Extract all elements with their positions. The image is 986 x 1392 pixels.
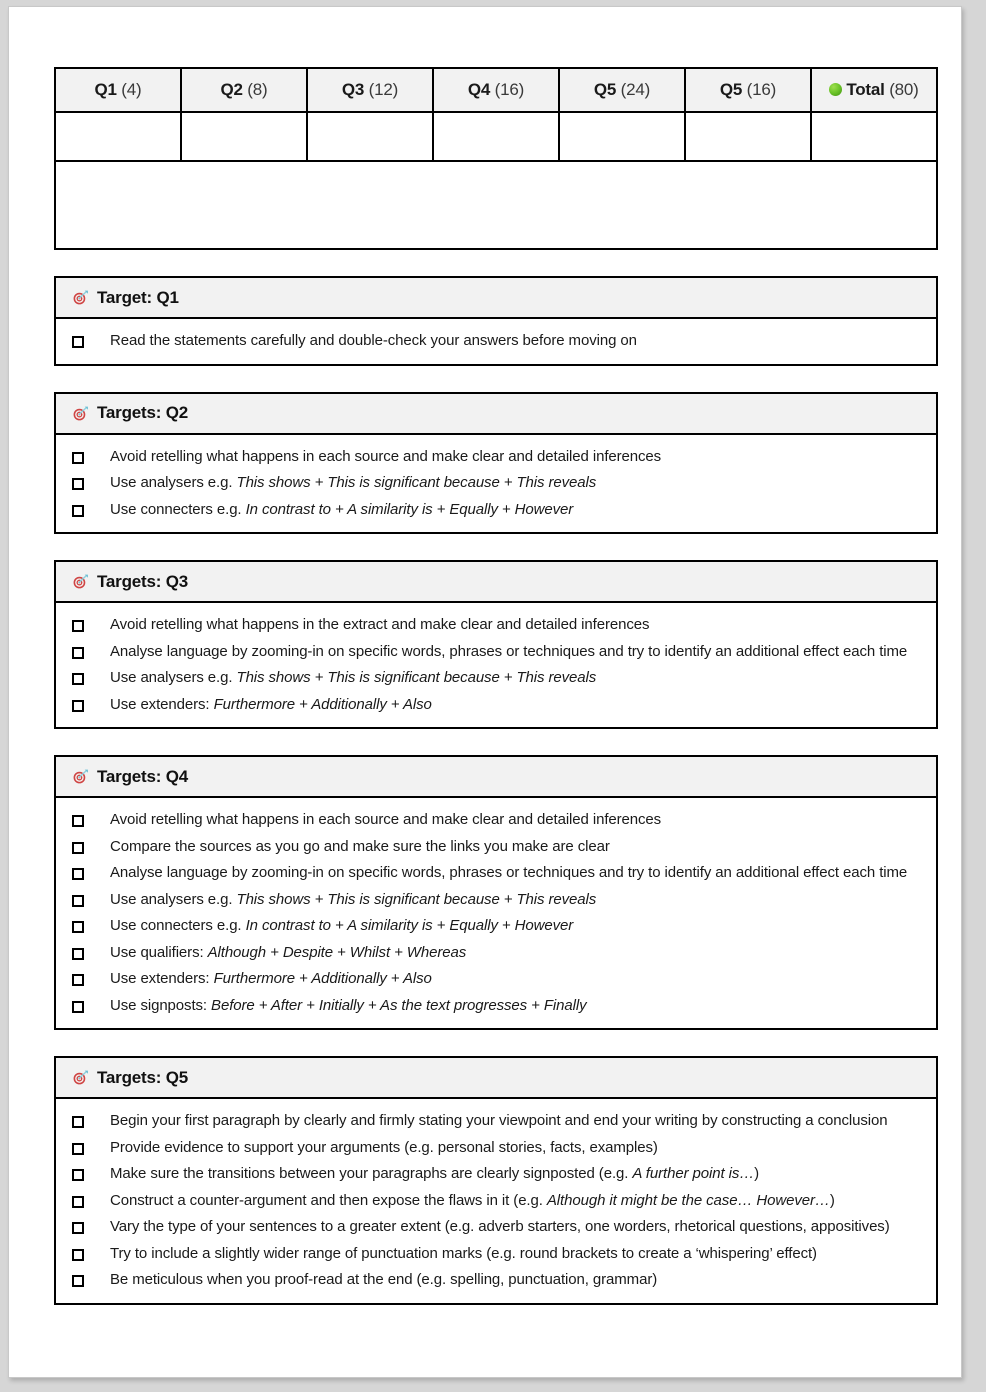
marks-column-max: (16) bbox=[490, 80, 525, 99]
target-checklist-item-label bbox=[110, 1219, 890, 1236]
target-checklist-item[interactable] bbox=[72, 865, 920, 882]
target-section-title: Targets: Q5 bbox=[97, 1067, 189, 1087]
plain-phrase: Use connecters e.g. bbox=[110, 500, 246, 518]
target-checklist-item[interactable] bbox=[72, 812, 920, 829]
target-checklist-item[interactable] bbox=[72, 971, 920, 988]
plain-phrase: Vary the type of your sentences to a greater extent (e.g. adverb starters, one worders, rhetorical questions, appositives) bbox=[110, 1218, 890, 1235]
target-section-3 bbox=[54, 560, 938, 729]
target-section-header-4 bbox=[54, 755, 938, 798]
emphasised-phrase: Although + Despite + Whilst + Whereas bbox=[207, 943, 467, 961]
marks-column-header-q5-4 bbox=[559, 68, 685, 112]
target-section-body-4 bbox=[54, 798, 938, 1030]
target-checklist-item-label bbox=[110, 670, 596, 687]
checkbox-icon[interactable] bbox=[72, 1169, 84, 1181]
target-checklist-item[interactable] bbox=[72, 839, 920, 856]
target-checklist-item[interactable] bbox=[72, 670, 920, 687]
marks-entry-cell-q3-2[interactable] bbox=[307, 112, 433, 161]
marks-entry-cell-total-6[interactable] bbox=[811, 112, 937, 161]
checkbox-icon[interactable] bbox=[72, 1116, 84, 1128]
target-checklist-item-label bbox=[110, 449, 661, 466]
marks-column-header-q3-2 bbox=[307, 68, 433, 112]
marks-column-header-q2-1 bbox=[181, 68, 307, 112]
marks-column-header-total-6 bbox=[811, 68, 937, 112]
plain-phrase: Analyse language by zooming-in on specific words, phrases or techniques and try to identify an additional effect each time bbox=[110, 864, 908, 881]
checkbox-icon[interactable] bbox=[72, 974, 84, 986]
target-section-header-3 bbox=[54, 560, 938, 603]
target-sections bbox=[54, 276, 938, 1305]
marks-column-label: Q5 bbox=[593, 80, 617, 99]
checkbox-icon[interactable] bbox=[72, 1249, 84, 1261]
target-section-title: Targets: Q4 bbox=[97, 766, 189, 786]
marks-column-max: (8) bbox=[242, 80, 268, 99]
target-checklist-item[interactable] bbox=[72, 475, 920, 492]
plain-phrase: Construct a counter-argument and then expose the flaws in it (e.g. bbox=[110, 1191, 547, 1209]
target-checklist-item-label bbox=[110, 697, 432, 714]
plain-phrase: Use analysers e.g. bbox=[110, 890, 237, 908]
plain-phrase: ) bbox=[754, 1165, 760, 1182]
marks-table-entry-row bbox=[55, 112, 937, 161]
checkbox-icon[interactable] bbox=[72, 948, 84, 960]
checkbox-icon[interactable] bbox=[72, 1001, 84, 1013]
target-checklist-item[interactable] bbox=[72, 945, 920, 962]
marks-column-max: (24) bbox=[616, 80, 651, 99]
plain-phrase: Provide evidence to support your arguments (e.g. personal stories, facts, examples) bbox=[110, 1138, 658, 1156]
marks-column-header-q4-3 bbox=[433, 68, 559, 112]
plain-phrase: Try to include a slightly wider range of punctuation marks (e.g. round brackets to create a ‘whispering’ effect) bbox=[110, 1244, 817, 1262]
emphasised-phrase: This shows + This is significant because + This reveals bbox=[236, 669, 597, 686]
marks-column-header-q5-5 bbox=[685, 68, 811, 112]
checkbox-icon[interactable] bbox=[72, 673, 84, 685]
target-checklist-item-label bbox=[110, 812, 661, 829]
target-checklist-item-label bbox=[110, 945, 466, 962]
emphasised-phrase: Furthermore + Additionally + Also bbox=[213, 695, 432, 713]
marks-table bbox=[54, 67, 938, 162]
target-section-body-1 bbox=[54, 319, 938, 366]
checkbox-icon[interactable] bbox=[72, 647, 84, 659]
dart-target-icon bbox=[72, 768, 89, 785]
target-checklist-item-label bbox=[110, 502, 573, 519]
marks-entry-cell-q5-5[interactable] bbox=[685, 112, 811, 161]
target-checklist-item[interactable] bbox=[72, 998, 920, 1015]
plain-phrase: Use extenders: bbox=[110, 970, 214, 987]
target-checklist-item[interactable] bbox=[72, 1272, 920, 1289]
target-section-header-1 bbox=[54, 276, 938, 319]
target-checklist-item-label bbox=[110, 839, 610, 856]
target-checklist-item-label bbox=[110, 475, 596, 492]
plain-phrase: Use analysers e.g. bbox=[110, 474, 237, 491]
checkbox-icon[interactable] bbox=[72, 452, 84, 464]
marks-column-label: Q5 bbox=[719, 80, 743, 99]
marks-column-max: (12) bbox=[364, 80, 399, 99]
marks-column-label: Q2 bbox=[220, 80, 243, 99]
plain-phrase: Use qualifiers: bbox=[110, 943, 208, 961]
plain-phrase: Read the statements carefully and double-check your answers before moving on bbox=[110, 332, 637, 349]
target-checklist-item[interactable] bbox=[72, 449, 920, 466]
target-section-title: Target: Q1 bbox=[97, 287, 179, 307]
emphasised-phrase: Before + After + Initially + As the text progresses + Finally bbox=[211, 996, 587, 1014]
plain-phrase: Analyse language by zooming-in on specific words, phrases or techniques and try to identify an additional effect each time bbox=[110, 642, 908, 660]
target-section-2 bbox=[54, 392, 938, 535]
target-section-1 bbox=[54, 276, 938, 366]
target-checklist-item[interactable] bbox=[72, 1193, 920, 1210]
target-section-header-2 bbox=[54, 392, 938, 435]
marks-entry-cell-q4-3[interactable] bbox=[433, 112, 559, 161]
target-checklist-item-label bbox=[110, 1140, 658, 1157]
target-checklist-item[interactable] bbox=[72, 1246, 920, 1263]
target-section-body-2 bbox=[54, 435, 938, 535]
target-checklist-item-label bbox=[110, 617, 649, 634]
target-section-body-3 bbox=[54, 603, 938, 729]
target-checklist-item-label bbox=[110, 998, 587, 1015]
marks-column-max: (4) bbox=[116, 80, 142, 99]
checkbox-icon[interactable] bbox=[72, 620, 84, 632]
marks-column-max: (80) bbox=[884, 80, 919, 99]
page-content bbox=[54, 67, 938, 1305]
emphasised-phrase: In contrast to + A similarity is + Equally + However bbox=[245, 917, 574, 934]
checkbox-icon[interactable] bbox=[72, 1275, 84, 1287]
target-checklist-item[interactable] bbox=[72, 333, 920, 350]
checkbox-icon[interactable] bbox=[72, 895, 84, 907]
checkbox-icon[interactable] bbox=[72, 1143, 84, 1155]
document-page bbox=[8, 6, 962, 1378]
target-checklist-item-label bbox=[110, 1246, 817, 1263]
target-section-title: Targets: Q2 bbox=[97, 403, 189, 422]
plain-phrase: Use analysers e.g. bbox=[110, 669, 237, 686]
target-checklist-item-label bbox=[110, 333, 637, 350]
emphasised-phrase: Although it might be the case… However… bbox=[546, 1191, 830, 1209]
plain-phrase: Make sure the transitions between your paragraphs are clearly signposted (e.g. bbox=[110, 1165, 633, 1182]
checkbox-icon[interactable] bbox=[72, 921, 84, 933]
target-checklist-item-label bbox=[110, 644, 907, 661]
checkbox-icon[interactable] bbox=[72, 505, 84, 517]
emphasised-phrase: In contrast to + A similarity is + Equally + However bbox=[245, 500, 574, 518]
plain-phrase: ) bbox=[829, 1191, 835, 1209]
plain-phrase: Avoid retelling what happens in each source and make clear and detailed inferences bbox=[110, 447, 662, 465]
target-checklist-item[interactable] bbox=[72, 502, 920, 519]
emphasised-phrase: This shows + This is significant because + This reveals bbox=[236, 890, 597, 908]
target-checklist-item[interactable] bbox=[72, 1166, 920, 1183]
target-checklist-item[interactable] bbox=[72, 918, 920, 935]
marks-entry-cell-q5-4[interactable] bbox=[559, 112, 685, 161]
marks-column-label: Q3 bbox=[341, 80, 365, 99]
dart-target-icon bbox=[72, 405, 89, 422]
plain-phrase: Avoid retelling what happens in the extract and make clear and detailed inferences bbox=[110, 616, 650, 633]
dart-target-icon bbox=[72, 1069, 89, 1086]
target-checklist-item-label bbox=[110, 1166, 759, 1183]
checkbox-icon[interactable] bbox=[72, 336, 84, 348]
marks-entry-cell-q2-1[interactable] bbox=[181, 112, 307, 161]
marks-column-label: Q1 bbox=[94, 80, 117, 99]
target-checklist-item-label bbox=[110, 892, 596, 909]
target-checklist-item[interactable] bbox=[72, 1219, 920, 1236]
emphasised-phrase: This shows + This is significant because + This reveals bbox=[236, 474, 597, 491]
target-section-body-5 bbox=[54, 1099, 938, 1305]
marks-column-label: Q4 bbox=[467, 80, 491, 99]
target-checklist-item-label bbox=[110, 1193, 835, 1210]
plain-phrase: Use connecters e.g. bbox=[110, 917, 246, 934]
target-checklist-item[interactable] bbox=[72, 617, 920, 634]
target-checklist-item-label bbox=[110, 865, 907, 882]
plain-phrase: Begin your first paragraph by clearly and firmly stating your viewpoint and end your writing by constructing a conclusion bbox=[110, 1112, 888, 1129]
plain-phrase: Be meticulous when you proof-read at the end (e.g. spelling, punctuation, grammar) bbox=[110, 1271, 658, 1288]
target-checklist-item-label bbox=[110, 1272, 657, 1289]
plain-phrase: Avoid retelling what happens in each source and make clear and detailed inferences bbox=[110, 811, 662, 828]
target-checklist-item[interactable] bbox=[72, 697, 920, 714]
marks-entry-cell-q1-0[interactable] bbox=[55, 112, 181, 161]
target-section-5 bbox=[54, 1056, 938, 1305]
target-section-4 bbox=[54, 755, 938, 1030]
total-status-dot-icon bbox=[829, 83, 842, 96]
plain-phrase: Use extenders: bbox=[110, 695, 214, 713]
plain-phrase: Use signposts: bbox=[110, 996, 212, 1014]
checkbox-icon[interactable] bbox=[72, 868, 84, 880]
marks-column-header-q1-0 bbox=[55, 68, 181, 112]
marks-column-max: (16) bbox=[742, 80, 777, 99]
checkbox-icon[interactable] bbox=[72, 815, 84, 827]
plain-phrase: Compare the sources as you go and make sure the links you make are clear bbox=[110, 837, 610, 855]
checkbox-icon[interactable] bbox=[72, 1222, 84, 1234]
checkbox-icon[interactable] bbox=[72, 1196, 84, 1208]
dart-target-icon bbox=[72, 289, 89, 306]
target-checklist-item[interactable] bbox=[72, 892, 920, 909]
checkbox-icon[interactable] bbox=[72, 700, 84, 712]
teacher-comment-box[interactable] bbox=[54, 162, 938, 250]
marks-table-header-row bbox=[55, 68, 937, 112]
checkbox-icon[interactable] bbox=[72, 478, 84, 490]
target-checklist-item-label bbox=[110, 918, 573, 935]
target-section-title: Targets: Q3 bbox=[97, 571, 189, 591]
target-checklist-item[interactable] bbox=[72, 1140, 920, 1157]
emphasised-phrase: A further point is… bbox=[632, 1165, 755, 1182]
target-checklist-item-label bbox=[110, 1113, 887, 1130]
emphasised-phrase: Furthermore + Additionally + Also bbox=[213, 970, 432, 987]
checkbox-icon[interactable] bbox=[72, 842, 84, 854]
target-checklist-item-label bbox=[110, 971, 432, 988]
target-checklist-item[interactable] bbox=[72, 1113, 920, 1130]
target-checklist-item[interactable] bbox=[72, 644, 920, 661]
marks-column-label: Total bbox=[846, 80, 885, 99]
target-section-header-5 bbox=[54, 1056, 938, 1099]
dart-target-icon bbox=[72, 573, 89, 590]
